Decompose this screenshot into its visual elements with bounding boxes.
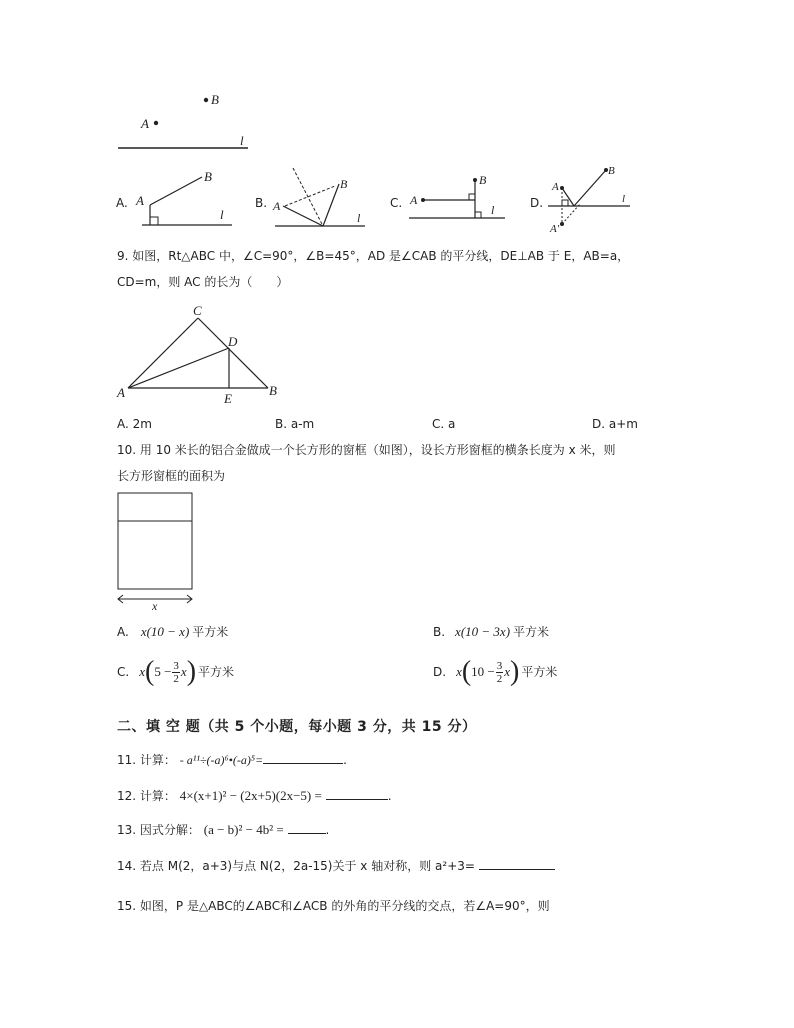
opt-d-label-a-prime: A' [550, 223, 560, 234]
opt-b-label-a: A [273, 199, 281, 213]
opt-c-label-l: l [491, 203, 495, 217]
q8-option-a-label: A. [116, 196, 128, 210]
q8-option-b-figure [265, 160, 375, 230]
tri-label-a: A [117, 385, 125, 400]
q10-option-c: C. x ( 5 − $\frac{3}{2}$ x ) 平方米 [117, 656, 235, 687]
q9-triangle-figure [112, 300, 292, 410]
opt-b-label-l: l [357, 211, 361, 225]
q10-text-line1: 10. 用 10 米长的铝合金做成一个长方形的窗框（如图），设长方形窗框的横条长度为 x 米，则 [117, 443, 616, 457]
q9-text-line1: 9. 如图，Rt△ABC 中，∠C=90°，∠B=45°，AD 是∠CAB 的平分线，DE⊥AB 于 E，AB=a， [117, 249, 630, 263]
tri-label-b: B [269, 383, 277, 398]
q11-answer-blank[interactable] [263, 751, 343, 764]
q11: 11. 计算： - a¹¹÷(-a)⁶•(-a)⁵= . [117, 753, 347, 767]
tri-label-e: E [224, 391, 232, 406]
q8-option-d-label: D. [530, 196, 544, 210]
q9-option-c: C. a [432, 417, 456, 431]
point-a-dot [154, 121, 158, 125]
q15: 15. 如图，P 是△ABC的∠ABC和∠ACB 的外角的平分线的交点，若∠A=90°，则 [117, 899, 550, 913]
q9-text-line2: CD=m，则 AC 的长为（ ） [117, 275, 289, 289]
section-2-title: 二、填 空 题（共 5 个小题，每小题 3 分，共 15 分） [117, 719, 477, 735]
q8-option-d-figure [540, 162, 640, 234]
tri-label-d: D [228, 334, 238, 349]
q9-option-a: A. 2m [117, 417, 152, 431]
q8-option-c-label: C. [390, 196, 403, 210]
opt-c-label-b: B [479, 173, 487, 187]
label-b: B [211, 92, 219, 107]
opt-a-label-b: B [204, 169, 212, 184]
window-label-x: x [152, 599, 158, 613]
q14: 14. 若点 M(2，a+3)与点 N(2，2a-15)关于 x 轴对称，则 a²+3= [117, 857, 555, 874]
opt-d-label-l: l [622, 193, 626, 205]
opt-b-label-b: B [340, 177, 348, 191]
q10-text-line2: 长方形窗框的面积为 [117, 469, 226, 483]
q10-option-b: B. x(10 − 3x) 平方米 [433, 624, 550, 639]
opt-a-label-a: A [136, 193, 144, 208]
opt-a-label-l: l [220, 207, 224, 222]
q9-option-b: B. a-m [275, 417, 315, 431]
q12-answer-blank[interactable] [326, 787, 388, 800]
q12: 12. 计算： 4×(x+1)² − (2x+5)(2x−5) = . [117, 788, 392, 803]
q13-answer-blank[interactable] [288, 821, 326, 834]
q10-option-a: A. x(10 − x) 平方米 [117, 624, 229, 639]
q8-option-c-figure [405, 168, 515, 226]
tri-label-c: C [193, 303, 202, 318]
q13: 13. 因式分解： (a − b)² − 4b² = . [117, 822, 330, 837]
opt-d-label-b: B [608, 165, 615, 177]
q14-answer-blank[interactable] [479, 857, 555, 870]
opt-c-label-a: A [410, 193, 418, 207]
point-b-dot [204, 98, 208, 102]
q8-option-a-figure [128, 165, 238, 230]
label-a: A [141, 116, 149, 131]
q10-window-figure [112, 488, 202, 616]
q10-option-d: D. x ( 10 − $\frac{3}{2}$ x ) 平方米 [433, 656, 558, 687]
label-l: l [240, 133, 244, 148]
opt-d-label-a: A [552, 181, 559, 193]
q9-option-d: D. a+m [592, 417, 638, 431]
q8-option-b-label: B. [255, 196, 268, 210]
q8-main-figure [110, 88, 260, 158]
